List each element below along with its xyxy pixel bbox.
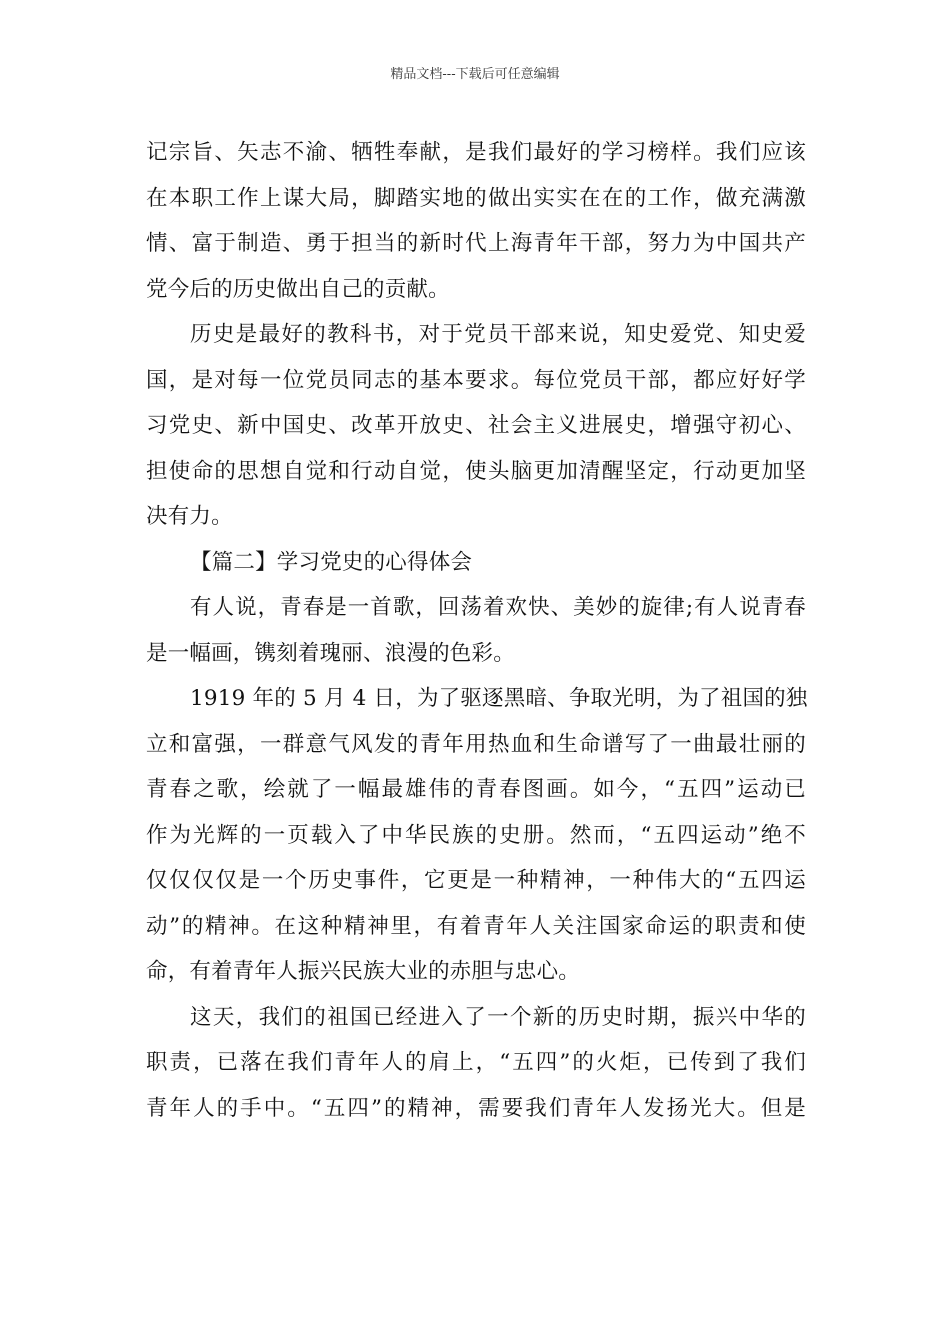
text-line: 在本职工作上谋大局，脚踏实地的做出实实在在的工作，做充满激 — [146, 185, 806, 211]
document-body — [146, 130, 806, 1131]
text-line: 动”的精神。在这种精神里，有着青年人关注国家命运的职责和使 — [146, 913, 806, 939]
text-line: 情、富于制造、勇于担当的新时代上海青年干部，努力为中国共产 — [146, 231, 806, 256]
text-line: 青年人的手中。“五四”的精神，需要我们青年人发扬光大。但是 — [146, 1095, 806, 1121]
text-line: 担使命的思想自觉和行动自觉，使头脑更加清醒坚定，行动更加坚 — [146, 458, 806, 484]
text-line: 立和富强，一群意气风发的青年用热血和生命谱写了一曲最壮丽的 — [146, 731, 806, 757]
text-line: 国，是对每一位党员同志的基本要求。每位党员干部，都应好好学 — [146, 367, 806, 393]
text-line: 记宗旨、矢志不渝、牺牲奉献，是我们最好的学习榜样。我们应该 — [146, 140, 806, 165]
text-line: 1919 年的 5 月 4 日，为了驱逐黑暗、争取光明，为了祖国的独 — [190, 686, 808, 711]
text-line: 这天，我们的祖国已经进入了一个新的历史时期，振兴中华的 — [190, 1004, 806, 1030]
text-line: 有人说，青春是一首歌，回荡着欢快、美妙的旋律;有人说青春 — [190, 595, 806, 620]
text-line: 作为光辉的一页载入了中华民族的史册。然而，“五四运动”绝不 — [146, 822, 806, 848]
text-line: 习党史、新中国史、改革开放史、社会主义进展史，增强守初心、 — [146, 413, 806, 438]
text-line: 决有力。 — [146, 504, 233, 529]
text-line: 党今后的历史做出自己的贡献。 — [146, 276, 450, 302]
text-line: 仅仅仅仅是一个历史事件，它更是一种精神，一种伟大的“五四运 — [146, 868, 806, 893]
text-line: 职责，已落在我们青年人的肩上，“五四”的火炬，已传到了我们 — [146, 1050, 806, 1075]
text-line: 【篇二】学习党史的心得体会 — [190, 549, 473, 575]
text-line: 命，有着青年人振兴民族大业的赤胆与忠心。 — [146, 959, 581, 984]
text-line: 是一幅画，镌刻着瑰丽、浪漫的色彩。 — [146, 640, 515, 666]
text-line: 历史是最好的教科书，对于党员干部来说，知史爱党、知史爱 — [190, 322, 806, 347]
text-line: 青春之歌，绘就了一幅最雄伟的青春图画。如今，“五四”运动已 — [146, 777, 806, 802]
page-header: 精品文档---下载后可任意编辑 — [390, 67, 560, 82]
